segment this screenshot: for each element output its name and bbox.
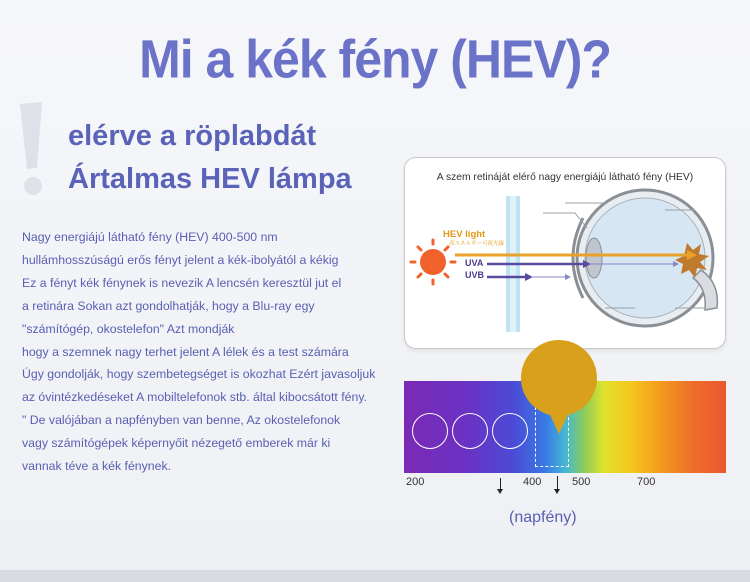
- sunlight-caption: (napfény): [509, 509, 577, 526]
- uva-label: UVA: [465, 258, 484, 268]
- hev-japanese-label: 高エネルギー可視光線: [449, 241, 505, 247]
- bottom-band: [0, 570, 750, 582]
- description-line: Úgy gondolják, hogy szembetegséget is okozhat Ezért javasoljuk: [22, 367, 376, 382]
- description-line: hogy a szemnek nagy terhet jelent A lélek és a test számára: [22, 344, 349, 359]
- subtitle-line-2: Ártalmas HEV lámpa: [68, 163, 352, 195]
- subtitle-line-1: elérve a röplabdát: [68, 120, 317, 152]
- uvb-label: UVB: [465, 270, 485, 280]
- page-title: Mi a kék fény (HEV)?: [139, 28, 611, 90]
- description-line: hullámhosszúságú erős fényt jelent a kék-ibolyától a kékig: [22, 252, 339, 267]
- spectrum-circle: [452, 413, 488, 449]
- description-line: " De valójában a napfényben van benne, Az okostelefonok: [22, 413, 341, 428]
- description-text: [22, 226, 402, 478]
- description-line: a retinára Sokan azt gondolhatják, hogy a Blu-ray egy: [22, 298, 315, 313]
- eye-diagram-card: [404, 157, 726, 349]
- description-line: vagy számítógépek képernyőit nézegető emberek már ki: [22, 436, 331, 451]
- description-line: vannak téve a kék fénynek.: [22, 459, 172, 474]
- tick-label: 500: [572, 476, 591, 488]
- description-line: Nagy energiájú látható fény (HEV) 400-500 nm: [22, 230, 278, 244]
- tick-arrow: [554, 489, 560, 494]
- tick-label: 400: [523, 476, 542, 488]
- tick-marker: [557, 476, 558, 490]
- description-line: Ez a fényt kék fénynek is nevezik A lencsén keresztül jut el: [22, 275, 342, 290]
- tick-label: 200: [406, 476, 425, 488]
- description-line: "számítógép, okostelefon" Azt mondják: [22, 321, 235, 336]
- eye-diagram-illustration: [405, 158, 725, 348]
- spectrum-circle: [412, 413, 448, 449]
- tick-label: 700: [637, 476, 656, 488]
- tick-arrow: [497, 489, 503, 494]
- sun-ball-icon: [517, 336, 601, 436]
- hev-light-label: HEV light: [443, 229, 486, 240]
- exclamation-icon: [4, 98, 64, 208]
- description-line: az óvintézkedéseket A mobiltelefonok stb. által kibocsátott fény.: [22, 390, 367, 405]
- eye-diagram-caption: A szem retináját elérő nagy energiájú látható fény (HEV): [436, 172, 694, 183]
